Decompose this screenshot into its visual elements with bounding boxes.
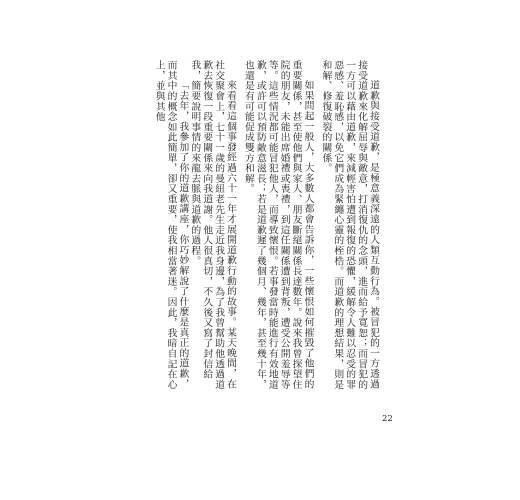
page-number: 22: [382, 414, 393, 424]
paragraph-3: 來看看這個事發經過六十一年才展開道歉行動的故事。某天晚間，在社交聚會上，七十一歲的曼紐老先生走近我身邊，為了我曾幫助他透過道歉去恢復一段重要關係來向我道謝。他人很真切，不久後又寫了封信給我，簡要說明事情的來龍去脈與道歉的過程。: [189, 60, 237, 390]
paragraph-1: 道歉與接受道歉，是極意義深遠的人類互動行為。被冒犯的一方透過接受道歉來化解屈辱與敵意，打消復仇的念頭，進而給予寬恕；而冒犯的一方可以藉由道歉，來減輕害怕遭到報復的恐懼，緩解令人難以忍受的罪惡感、羞恥感，以免它們成為緊纏心靈的桎梏。而道歉的理想結果，則是和解、修復破裂的關係。: [320, 60, 379, 390]
paragraph-2: 如果問起一般人，大多數人都會告訴你，一些懷恨如何摧毀了他們的重要關係，甚至使他們與家人、朋友斷絕關係長達數年。說來我曾探望住院的朋友，未能出席婚禮或喪禮，到這任關係遭到背叛，遭受公開羞辱等等。這些情況都可能冒犯他人，而導致懷恨。若事發當時能進行有效地道歉，或許可以預防敵意滋長；若是道歉遲了幾個月、幾年，甚至幾十年，也還是有可能促成雙方和解。: [242, 60, 314, 390]
body-text-column-block: [133, 60, 385, 395]
paragraph-4: 「去年，我參加了你的道歉講座，你巧妙解說了什麼是真正的道歉，而其中的概念如此簡單，卻又重要，使我相當著迷。因此，我暗自記在心上，並與其他: [153, 60, 189, 390]
